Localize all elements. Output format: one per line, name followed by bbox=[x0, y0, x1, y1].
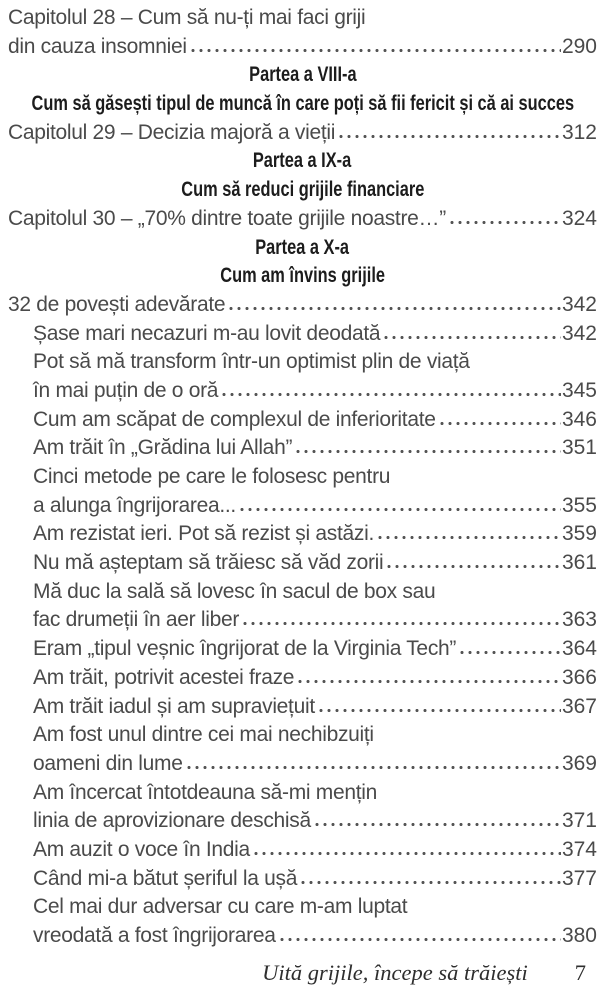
toc-entry-text: Când mi-a bătut șeriful la ușă bbox=[33, 866, 298, 890]
toc-entry bbox=[8, 836, 597, 865]
part-heading-text: Cum să reduci grijile financiare bbox=[180, 178, 425, 202]
dot-leader bbox=[243, 621, 561, 626]
toc-entry-text: a alunga îngrijorarea... bbox=[33, 493, 236, 517]
toc-entry-text: 32 de povești adevărate bbox=[8, 292, 226, 316]
toc-entry bbox=[8, 119, 597, 148]
toc-entry bbox=[8, 205, 597, 234]
toc-entry bbox=[8, 893, 597, 922]
toc-entry-page: 361 bbox=[561, 551, 597, 575]
part-heading-text: Partea a VIII-a bbox=[248, 63, 357, 87]
toc-entry-text: Am încercat întotdeauna să-mi mențin bbox=[33, 780, 378, 804]
dot-leader bbox=[460, 650, 561, 655]
toc-entry bbox=[8, 693, 597, 722]
toc-entry bbox=[8, 406, 597, 435]
dot-leader bbox=[254, 851, 561, 856]
toc-entry-page: 367 bbox=[561, 694, 597, 718]
dot-leader bbox=[301, 880, 561, 885]
toc-entry bbox=[8, 865, 597, 894]
toc-entry-text: Șase mari necazuri m-au lovit deodată bbox=[33, 321, 381, 345]
toc-entry-text: Am auzit o voce în India bbox=[33, 837, 250, 861]
dot-leader bbox=[315, 822, 561, 827]
toc-entry bbox=[8, 291, 597, 320]
toc-entry-page: 312 bbox=[561, 120, 597, 144]
dot-leader bbox=[298, 679, 561, 684]
toc-entry-page: 366 bbox=[561, 665, 597, 689]
toc-entry bbox=[8, 549, 597, 578]
toc-entry-page: 374 bbox=[561, 837, 597, 861]
footer-page-number: 7 bbox=[574, 960, 586, 985]
toc-entry-text: Cel mai dur adversar cu care m-am luptat bbox=[33, 895, 408, 919]
toc-entry-page: 345 bbox=[561, 378, 597, 402]
toc-entry-page: 342 bbox=[561, 292, 597, 316]
toc-entry bbox=[8, 779, 597, 808]
toc-entry-text: în mai puțin de o oră bbox=[33, 378, 219, 402]
toc-entry-page: 346 bbox=[561, 407, 597, 431]
dot-leader bbox=[378, 535, 561, 540]
toc-entry-page: 380 bbox=[561, 924, 597, 947]
toc-entry-page: 363 bbox=[561, 608, 597, 632]
toc-entry-text: Am trăit, potrivit acestei fraze bbox=[33, 665, 295, 689]
toc-entry-text: Capitolul 30 – „70% dintre toate grijile noastre…” bbox=[8, 206, 446, 230]
dot-leader bbox=[240, 507, 561, 512]
toc-part-heading bbox=[8, 61, 597, 90]
dot-leader bbox=[296, 449, 561, 454]
part-heading-text: Cum să găsești tipul de muncă în care poți să fii fericit și că ai succes bbox=[31, 92, 574, 116]
toc-entry bbox=[8, 578, 597, 607]
toc-entry bbox=[8, 434, 597, 463]
toc-entry-text: Am fost unul dintre cei mai nechibzuiți bbox=[33, 723, 374, 747]
toc-entry-text: oameni din lume bbox=[33, 751, 183, 775]
dot-leader bbox=[339, 134, 561, 139]
toc-entry-page: 371 bbox=[561, 809, 597, 833]
toc-entry bbox=[8, 33, 597, 62]
toc-entry-page: 351 bbox=[561, 436, 597, 460]
toc-part-heading bbox=[8, 90, 597, 119]
toc-entry-page: 355 bbox=[561, 493, 597, 517]
toc-entry-text: Cinci metode pe care le folosesc pentru bbox=[33, 465, 391, 488]
toc-entry-page: 359 bbox=[561, 522, 597, 546]
dot-leader bbox=[319, 708, 561, 713]
toc-entry bbox=[8, 664, 597, 693]
toc-entry-page: 364 bbox=[561, 637, 597, 661]
toc-entry-text: Am trăit în „Grădina lui Allah” bbox=[33, 436, 293, 460]
toc-entry-text: fac drumeții în aer liber bbox=[33, 608, 240, 632]
toc-entry-text: Pot să mă transform într-un optimist plin de viață bbox=[33, 350, 470, 374]
toc-entry bbox=[8, 807, 597, 836]
toc-part-heading bbox=[8, 262, 597, 291]
footer-book-title: Uită grijile, începe să trăiești bbox=[262, 960, 528, 985]
toc-entry bbox=[8, 635, 597, 664]
toc-entry bbox=[8, 463, 597, 492]
toc-entry-page: 369 bbox=[561, 751, 597, 775]
toc-entry-text: linia de aprovizionare deschisă bbox=[33, 809, 311, 833]
toc-entry-text: Am trăit iadul și am supraviețuit bbox=[33, 694, 315, 718]
toc-part-heading bbox=[8, 147, 597, 176]
toc-list bbox=[0, 4, 607, 951]
dot-leader bbox=[384, 335, 561, 340]
toc-entry-page: 377 bbox=[561, 866, 597, 890]
toc-entry bbox=[8, 4, 597, 33]
dot-leader bbox=[187, 765, 561, 770]
toc-entry-text: Mă duc la sală să lovesc în sacul de box sau bbox=[33, 579, 436, 603]
toc-entry-text: Nu mă așteptam să trăiesc să văd zorii bbox=[33, 551, 384, 575]
toc-entry-page: 342 bbox=[561, 321, 597, 345]
dot-leader bbox=[191, 48, 561, 53]
toc-entry bbox=[8, 606, 597, 635]
dot-leader bbox=[387, 564, 561, 569]
toc-entry-text: vreodată a fost îngrijorarea bbox=[33, 924, 276, 947]
toc-entry bbox=[8, 492, 597, 521]
dot-leader bbox=[280, 937, 561, 942]
toc-entry bbox=[8, 377, 597, 406]
page-footer bbox=[0, 960, 607, 986]
part-heading-text: Partea a X-a bbox=[255, 235, 350, 259]
dot-leader bbox=[440, 421, 561, 426]
toc-part-heading bbox=[8, 234, 597, 263]
dot-leader bbox=[229, 306, 561, 311]
toc-entry-text: Capitolul 28 – Cum să nu-ți mai faci griji bbox=[8, 6, 366, 29]
toc-entry bbox=[8, 750, 597, 779]
toc-entry bbox=[8, 348, 597, 377]
toc-entry bbox=[8, 520, 597, 549]
toc-entry bbox=[8, 320, 597, 349]
part-heading-text: Partea a IX-a bbox=[253, 149, 352, 173]
toc-part-heading bbox=[8, 176, 597, 205]
toc-entry-text: Am rezistat ieri. Pot să rezist și astăzi. bbox=[33, 522, 374, 546]
toc-entry-text: Eram „tipul veșnic îngrijorat de la Virginia Tech” bbox=[33, 637, 457, 661]
part-heading-text: Cum am învins grijile bbox=[220, 264, 385, 288]
toc-entry-text: din cauza insomniei bbox=[8, 34, 187, 58]
toc-entry-text: Capitolul 29 – Decizia majoră a vieții bbox=[8, 120, 336, 144]
dot-leader bbox=[450, 220, 561, 225]
dot-leader bbox=[222, 392, 561, 397]
toc-entry-text: Cum am scăpat de complexul de inferioritate bbox=[33, 407, 436, 431]
toc-entry-page: 290 bbox=[561, 34, 597, 58]
toc-entry-page: 324 bbox=[561, 206, 597, 230]
toc-entry bbox=[8, 922, 597, 951]
toc-entry bbox=[8, 721, 597, 750]
